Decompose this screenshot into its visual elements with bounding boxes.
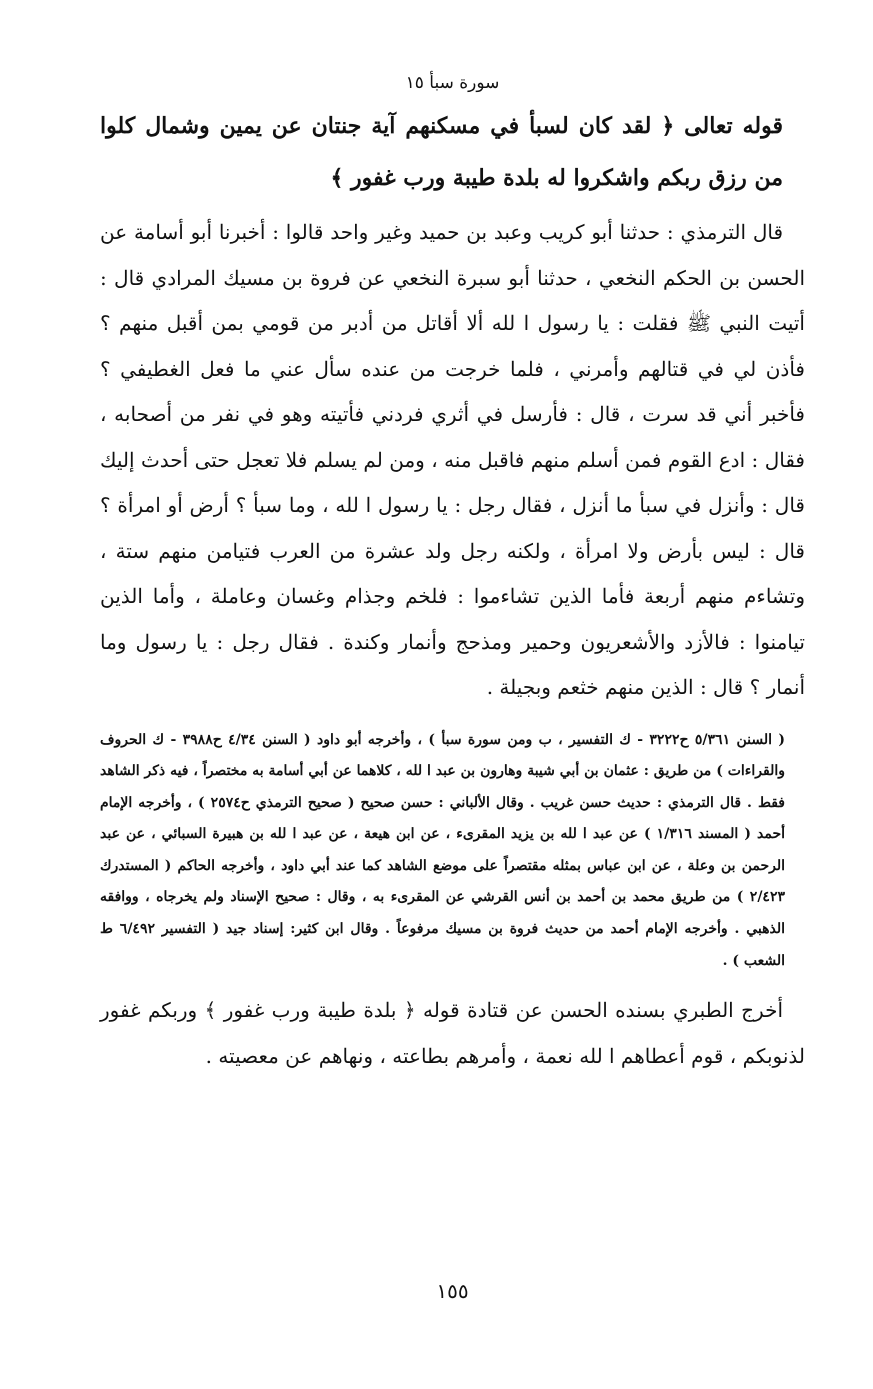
footnote: ( السنن ٥/٣٦١ ح٣٢٢٢ - ك التفسير ، ب ومن سورة سبأ ) ، وأخرجه أبو داود ( السنن ٤/٣٤ ح٣٩٨٨ - ك الحروف والقراءات ) من طريق : عثمان بن أبي شيبة وهارون بن عبد ا لله ، كلاهما عن أبي أسامة به مختصراً ، فيه ذكر الشاهد فقط . قال الترمذي : حديث حسن غريب . وقال الألباني : حسن صحيح ( صحيح الترمذي ح٢٥٧٤ ) ، وأخرجه الإمام أحمد ( المسند ١/٣١٦ ) عن عبد ا لله بن يزيد المقرىء ، عن ابن هيعة ، عن عبد ا لله بن هبيرة السبائي ، عن عبد الرحمن بن وعلة ، عن ابن عباس بمثله مقتصراً على موضع الشاهد كما عند أبي داود ، وأخرجه الحاكم ( المستدرك ٢/٤٢٣ ) من طريق محمد بن أحمد بن أنس القرشي عن المقرىء به ، وقال : صحيح الإسناد ولم يخرجاه ، ووافقه الذهبي . وأخرجه الإمام أحمد من حديث فروة بن مسيك مرفوعاً . وقال ابن كثير: إسناد جيد ( التفسير ٦/٤٩٢ ط الشعب ) . (100, 731, 786, 969)
running-header: سورة سبأ ١٥ (405, 73, 500, 93)
verse-heading: قوله تعالى ﴿ لقد كان لسبأ في مسكنهم آية جنتان عن يمين وشمال كلوا من رزق ربكم واشكروا له بلدة طيبة ورب غفور ﴾ (100, 113, 783, 191)
page-number: ١٥٥ (436, 1279, 469, 1303)
hadith-paragraph: قال الترمذي : حدثنا أبو كريب وعبد بن حميد وغير واحد قالوا : أخبرنا أبو أسامة عن الحسن بن الحكم النخعي ، حدثنا أبو سبرة النخعي عن فروة بن مسيك المرادي قال : أتيت النبي ﷺ فقلت : يا رسول ا لله ألا أقاتل من أدبر من قومي بمن أقبل منهم ؟ فأذن لي في قتالهم وأمرني ، فلما خرجت من عنده سأل عني ما فعل الغطيفي ؟ فأخبر أني قد سرت ، قال : فأرسل في أثري فردني فأتيته وهو في نفر من أصحابه ، فقال : ادع القوم فمن أسلم منهم فاقبل منه ، ومن لم يسلم فلا تعجل حتى أحدث إليك قال : وأنزل في سبأ ما أنزل ، فقال رجل : يا رسول ا لله ، وما سبأ ؟ أرض أو امرأة ؟ قال : ليس بأرض ولا امرأة ، ولكنه رجل ولد عشرة من العرب فتيامن منهم ستة ، وتشاءم منهم أربعة فأما الذين تشاءموا : فلخم وجذام وغسان وعاملة ، وأما الذين تيامنوا : فالأزد والأشعريون وحمير ومذحج وأنمار وكندة . فقال رجل : يا رسول وما أنمار ؟ قال : الذين منهم خثعم وبجيلة . (100, 220, 805, 699)
tafsir-paragraph: أخرج الطبري بسنده الحسن عن قتادة قوله ﴿ بلدة طيبة ورب غفور ﴾ وربكم غفور لذنوبكم ، قوم أعطاهم ا لله نعمة ، وأمرهم بطاعته ، ونهاهم عن معصيته . (100, 998, 805, 1069)
document-page (100, 70, 805, 1320)
